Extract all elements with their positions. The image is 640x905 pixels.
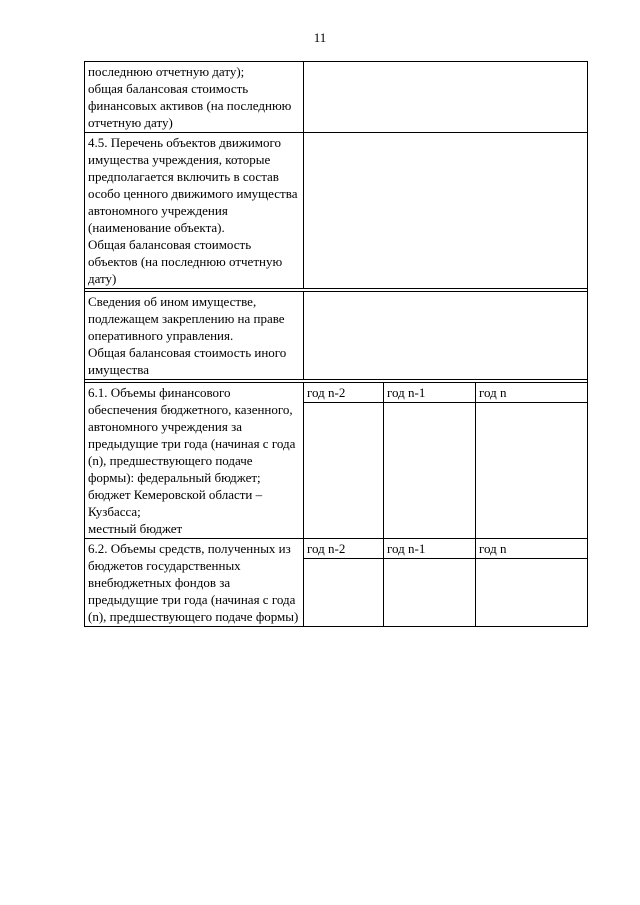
row-label-4-4-cont (85, 62, 304, 133)
row-label-6-2 (85, 539, 304, 627)
year-header-n-1: год n-1 (384, 539, 476, 559)
table-row (85, 62, 588, 133)
year-header-n-1: год n-1 (384, 383, 476, 403)
row-label-4-5 (85, 133, 304, 289)
row-label-text: Сведения об ином имуществе, подлежащем закреплению на праве оперативного управления. Общая балансовая стоимость иного имущества (88, 294, 287, 377)
year-header-n-2: год n-2 (304, 383, 384, 403)
row-label-text: последнюю отчетную дату); общая балансовая стоимость финансовых активов (на последнюю отчетную дату) (88, 64, 292, 130)
year-header-n: год n (476, 383, 588, 403)
row-value-cell (304, 62, 588, 133)
table-row (85, 133, 588, 289)
year-value-cell (476, 403, 588, 539)
table-row (85, 292, 588, 380)
table-row (85, 539, 588, 559)
year-header-n-2: год n-2 (304, 539, 384, 559)
form-table (84, 61, 588, 627)
table-row (85, 383, 588, 403)
year-value-cell (304, 559, 384, 627)
year-header-n: год n (476, 539, 588, 559)
row-label-5 (85, 292, 304, 380)
row-value-cell (304, 133, 588, 289)
row-value-cell (304, 292, 588, 380)
row-label-text: 6.2. Объемы средств, полученных из бюджетов государственных внебюджетных фондов за предыдущие три года (начиная с года (n), предшествующего подаче формы) (88, 541, 299, 624)
year-value-cell (304, 403, 384, 539)
year-value-cell (476, 559, 588, 627)
page-number: 11 (313, 30, 327, 45)
year-value-cell (384, 403, 476, 539)
row-label-text: 6.1. Объемы финансового обеспечения бюджетного, казенного, автономного учреждения за предыдущие три года (начиная с года (n), предшествующего подаче формы): федеральный бюджет; бюджет Кемеровской области – Кузбасса; местный бюджет (88, 385, 296, 536)
year-value-cell (384, 559, 476, 627)
row-label-6-1 (85, 383, 304, 539)
row-label-text: 4.5. Перечень объектов движимого имущества учреждения, которые предполагается включить в состав особо ценного движимого имущества автономного учреждения (наименование объекта). Общая балансовая стоимость объектов (на последнюю отчетную дату) (88, 135, 298, 286)
